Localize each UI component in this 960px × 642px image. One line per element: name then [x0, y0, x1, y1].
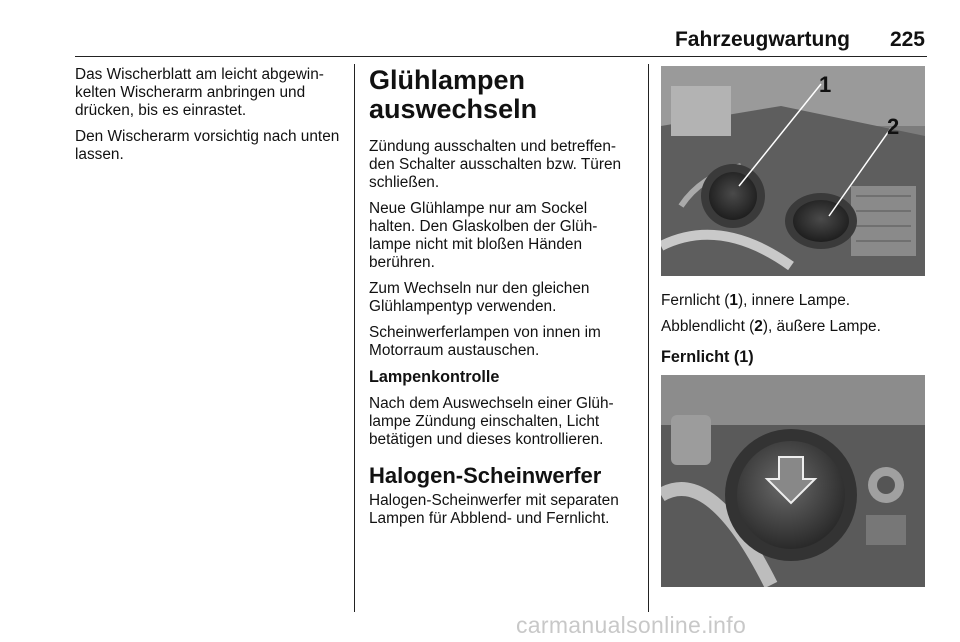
column-right — [661, 66, 929, 587]
section-title: Glühlampen auswechseln — [369, 65, 538, 124]
paragraph: Halogen-Scheinwerfer mit separaten Lampen für Abblend- und Fernlicht. — [369, 492, 619, 527]
subsection-title: Fernlicht (1) — [661, 348, 754, 366]
section-heading: Halogen-Scheinwerfer — [369, 463, 602, 488]
headlamp-rear-photo — [661, 66, 925, 276]
figure-caption: Fernlicht (1), innere Lampe. — [661, 292, 851, 309]
paragraph: Zum Wechseln nur den gleichen Glühlampentyp verwenden. — [369, 280, 590, 315]
figure-caption: Abblendlicht (2), äußere Lampe. — [661, 318, 881, 335]
high-beam-cap-photo — [661, 375, 925, 587]
paragraph: Zündung ausschalten und betreffen-den Schalter ausschalten bzw. Türen schließen. — [369, 138, 622, 191]
paragraph: Das Wischerblatt am leicht abgewin-kelten Wischerarm anbringen und drücken, bis es einrastet. — [75, 66, 324, 119]
paragraph: Den Wischerarm vorsichtig nach unten lassen. — [75, 128, 340, 163]
column-middle — [369, 66, 637, 536]
subsection-title: Lampenkontrolle — [369, 368, 500, 386]
paragraph: Nach dem Auswechseln einer Glüh-lampe Zündung einschalten, Licht betätigen und dieses kontrollieren. — [369, 395, 614, 448]
callout-label-2: 2 — [887, 114, 900, 139]
paragraph: Scheinwerferlampen von innen im Motorraum austauschen. — [369, 324, 601, 359]
paragraph: Neue Glühlampe nur am Sockel halten. Den Glaskolben der Glüh-lampe nicht mit bloßen Händen berühren. — [369, 200, 598, 271]
page-number: 225 — [889, 28, 925, 51]
page-header-title: Fahrzeugwartung — [674, 28, 850, 51]
column-left — [75, 66, 345, 172]
callout-label-1: 1 — [819, 72, 832, 97]
header-rule — [75, 56, 927, 57]
column-divider-right — [648, 64, 649, 612]
watermark: carmanualsonline.info — [516, 612, 747, 638]
column-divider-left — [354, 64, 355, 612]
